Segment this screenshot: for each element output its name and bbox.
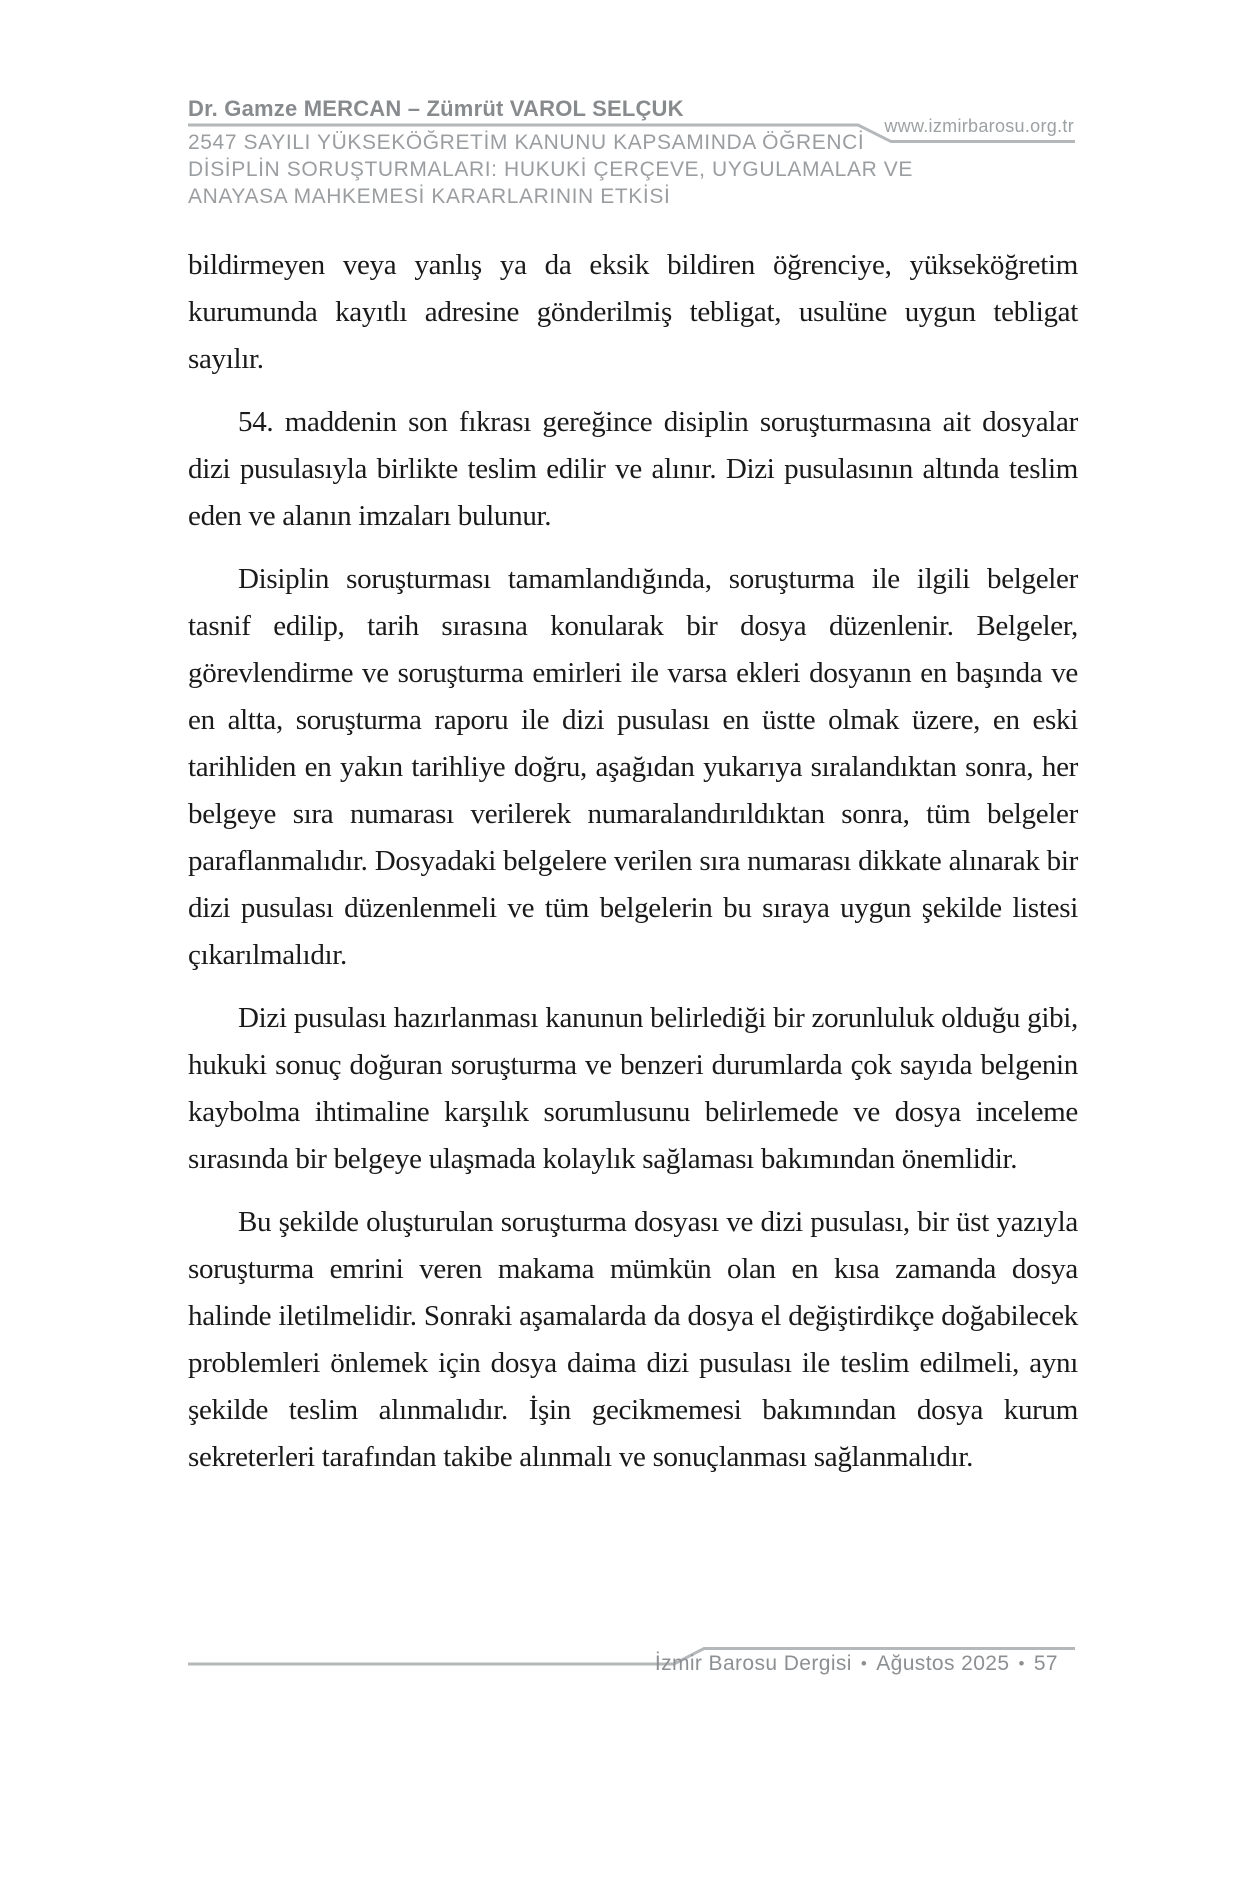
- paragraph: Dizi pusulası hazırlanması kanunun belirlediği bir zorunluluk olduğu gibi, hukuki sonuç doğuran soruşturma ve benzeri durumlarda çok sayıda belgenin kaybolma ihtimaline karşılık sorumlusunu belirlemede ve dosya inceleme sırasında bir belgeye ulaşmada kolaylık sağlaması bakımından önemlidir.: [188, 1002, 1078, 1175]
- journal-website-url: www.izmirbarosu.org.tr: [884, 116, 1074, 136]
- article-title-line: ANAYASA MAHKEMESİ KARARLARININ ETKİSİ: [188, 185, 671, 208]
- paragraph: bildirmeyen veya yanlış ya da eksik bildiren öğrenciye, yükseköğretim kurumunda kayıtlı adresine gönderilmiş tebligat, usulüne uygun tebligat sayılır.: [188, 249, 1078, 375]
- article-title-line: DİSİPLİN SORUŞTURMALARI: HUKUKİ ÇERÇEVE, UYGULAMALAR VE: [188, 158, 913, 181]
- article-title: [188, 129, 913, 210]
- author-names: Dr. Gamze MERCAN – Zümrüt VAROL SELÇUK: [188, 96, 684, 121]
- page-number: 57: [1033, 1652, 1058, 1675]
- journal-name: İzmir Barosu Dergisi: [654, 1652, 852, 1675]
- footer-separator: •: [1018, 1654, 1025, 1673]
- issue-date: Ağustos 2025: [876, 1652, 1010, 1675]
- article-body: [188, 242, 1078, 1497]
- footer-line: [655, 1651, 1058, 1677]
- article-title-line: 2547 SAYILI YÜKSEKÖĞRETİM KANUNU KAPSAMINDA ÖĞRENCİ: [188, 131, 865, 154]
- footer-separator: •: [860, 1654, 868, 1673]
- paragraph: Bu şekilde oluşturulan soruşturma dosyası ve dizi pusulası, bir üst yazıyla soruşturma emrini veren makama mümkün olan en kısa zamanda dosya halinde iletilmelidir. Sonraki aşamalarda da dosya el değiştirdikçe doğabilecek problemleri önlemek için dosya daima dizi pusulası ile teslim edilmeli, aynı şekilde teslim alınmalıdır. İşin gecikmemesi bakımından dosya kurum sekreterleri tarafından takibe alınmalı ve sonuçlanması sağlanmalıdır.: [188, 1206, 1078, 1473]
- paragraph: Disiplin soruşturması tamamlandığında, soruşturma ile ilgili belgeler tasnif edilip, tarih sırasına konularak bir dosya düzenlenir. Belgeler, görevlendirme ve soruşturma emirleri ile varsa ekleri dosyanın en başında ve en altta, soruşturma raporu ile dizi pusulası en üstte olmak üzere, en eski tarihliden en yakın tarihliye doğru, aşağıdan yukarıya sıralandıktan sonra, her belgeye sıra numarası verilerek numaralandırıldıktan sonra, tüm belgeler paraflanmalıdır. Dosyadaki belgelere verilen sıra numarası dikkate alınarak bir dizi pusulası düzenlenmeli ve tüm belgelerin bu sıraya uygun şekilde listesi çıkarılmalıdır.: [188, 563, 1078, 971]
- paragraph: 54. maddenin son fıkrası gereğince disiplin soruşturmasına ait dosyalar dizi pusulasıyla birlikte teslim edilir ve alınır. Dizi pusulasının altında teslim eden ve alanın imzaları bulunur.: [188, 406, 1078, 532]
